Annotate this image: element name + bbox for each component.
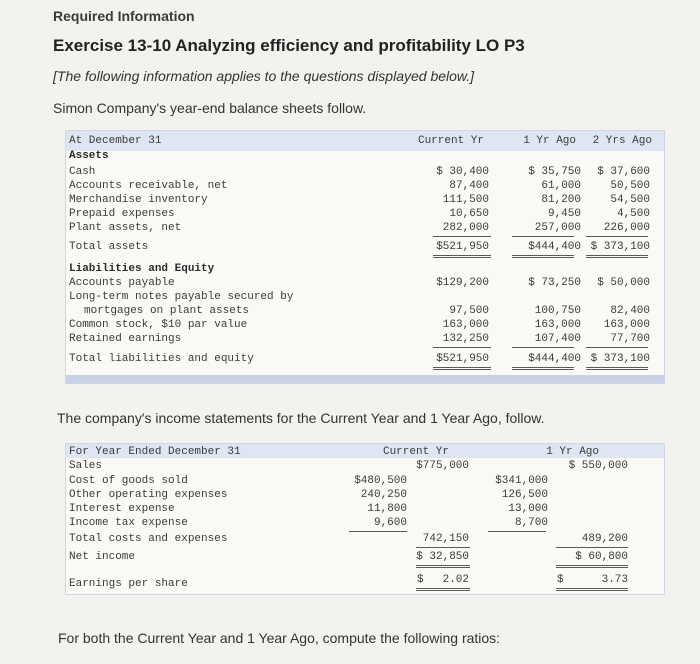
expense-current: 9,600	[373, 517, 407, 529]
col-header-1yr: 1 Yr Ago	[523, 135, 576, 147]
double-rule	[416, 567, 470, 568]
common-stock-label: Common stock, $10 par value	[69, 319, 248, 331]
long-term-notes-2yr: 82,400	[610, 305, 650, 317]
value-current: 111,500	[442, 194, 489, 206]
value-1yr: 61,000	[541, 180, 581, 192]
retained-earnings-label: Retained earnings	[69, 333, 182, 345]
total-costs-current: 742,150	[422, 533, 469, 545]
total-assets-1yr: $444,400	[528, 241, 581, 253]
double-rule	[556, 567, 628, 568]
value-1yr: 257,000	[534, 222, 581, 234]
expense-label: Income tax expense	[69, 517, 188, 529]
total-assets-label: Total assets	[69, 241, 149, 253]
net-income-current: $ 32,850	[416, 551, 469, 563]
expense-1yr: $341,000	[495, 475, 548, 487]
retained-earnings-1yr: 107,400	[534, 333, 581, 345]
common-stock-2yr: 163,000	[603, 319, 650, 331]
sales-1yr: $ 550,000	[568, 460, 628, 472]
row-label: Plant assets, net	[69, 222, 182, 234]
double-rule	[586, 257, 648, 258]
balance-sheet-intro: Simon Company's year-end balance sheets follow.	[53, 100, 367, 116]
is-col-header-1yr: 1 Yr Ago	[546, 446, 599, 458]
double-rule	[512, 257, 574, 258]
value-current: 282,000	[442, 222, 489, 234]
value-2yr: 54,500	[610, 194, 650, 206]
row-label: Prepaid expenses	[69, 208, 175, 220]
expense-1yr: 8,700	[514, 517, 548, 529]
subtotal-rule	[586, 347, 648, 348]
row-label: Cash	[69, 166, 96, 178]
subtotal-rule	[349, 531, 407, 532]
sales-label: Sales	[69, 460, 103, 472]
accounts-payable-current: $129,200	[436, 277, 489, 289]
is-column-label: For Year Ended December 31	[69, 446, 241, 458]
row-label: Merchandise inventory	[69, 194, 208, 206]
value-2yr: $ 37,600	[597, 166, 650, 178]
value-2yr: 226,000	[603, 222, 650, 234]
double-rule	[433, 367, 491, 368]
eps-dollar-current: $	[417, 574, 424, 586]
section-assets: Assets	[69, 150, 109, 162]
double-rule	[416, 565, 470, 566]
double-rule	[556, 590, 628, 591]
value-1yr: 81,200	[541, 194, 581, 206]
subtotal-rule	[512, 236, 574, 237]
double-rule	[433, 257, 491, 258]
expense-label: Interest expense	[69, 503, 175, 515]
double-rule	[416, 590, 470, 591]
col-header-2yr: 2 Yrs Ago	[592, 135, 652, 147]
long-term-notes-1yr: 100,750	[534, 305, 581, 317]
subtotal-rule	[416, 547, 470, 548]
eps-1yr: 3.73	[601, 574, 628, 586]
total-assets-2yr: $ 373,100	[590, 241, 650, 253]
total-le-2yr: $ 373,100	[590, 353, 650, 365]
accounts-payable-label: Accounts payable	[69, 277, 175, 289]
retained-earnings-2yr: 77,700	[610, 333, 650, 345]
is-col-header-current: Current Yr	[382, 446, 449, 458]
income-statement-intro: The company's income statements for the Current Year and 1 Year Ago, follow.	[57, 410, 545, 426]
subtotal-rule	[433, 347, 491, 348]
balance-sheet-footer-band	[66, 375, 664, 383]
eps-current: 2.02	[442, 574, 469, 586]
double-rule	[586, 367, 648, 368]
net-income-label: Net income	[69, 551, 136, 563]
common-stock-current: 163,000	[442, 319, 489, 331]
sales-current: $775,000	[416, 460, 469, 472]
net-income-1yr: $ 60,800	[575, 551, 628, 563]
value-1yr: $ 35,750	[528, 166, 581, 178]
double-rule	[433, 255, 491, 256]
income-statement-table	[65, 443, 665, 595]
total-assets-current: $521,950	[436, 241, 489, 253]
retained-earnings-current: 132,250	[442, 333, 489, 345]
value-2yr: 4,500	[616, 208, 650, 220]
value-1yr: 9,450	[547, 208, 581, 220]
total-le-1yr: $444,400	[528, 353, 581, 365]
subtotal-rule	[433, 236, 491, 237]
required-information-heading: Required Information	[53, 8, 195, 24]
expense-current: $480,500	[354, 475, 407, 487]
double-rule	[416, 588, 470, 589]
expense-label: Cost of goods sold	[69, 475, 188, 487]
total-costs-label: Total costs and expenses	[69, 533, 228, 545]
subtotal-rule	[586, 236, 648, 237]
ratios-instruction: For both the Current Year and 1 Year Ago, compute the following ratios:	[58, 630, 501, 646]
total-liabilities-equity-label: Total liabilities and equity	[69, 353, 254, 365]
section-liabilities-equity: Liabilities and Equity	[69, 263, 215, 275]
expense-label: Other operating expenses	[69, 489, 228, 501]
eps-label: Earnings per share	[69, 578, 188, 590]
double-rule	[556, 588, 628, 589]
balance-sheet-table	[65, 130, 665, 384]
double-rule	[586, 255, 648, 256]
double-rule	[512, 255, 574, 256]
total-costs-1yr: 489,200	[581, 533, 628, 545]
double-rule	[586, 369, 648, 370]
total-le-current: $521,950	[436, 353, 489, 365]
long-term-notes-label-1: Long-term notes payable secured by	[69, 291, 294, 303]
long-term-notes-current: 97,500	[449, 305, 489, 317]
value-2yr: 50,500	[610, 180, 650, 192]
double-rule	[512, 367, 574, 368]
eps-dollar-1yr: $	[557, 574, 564, 586]
expense-1yr: 126,500	[501, 489, 548, 501]
info-note: [The following information applies to the questions displayed below.]	[53, 68, 475, 84]
double-rule	[433, 369, 491, 370]
row-label: Accounts receivable, net	[69, 180, 228, 192]
expense-current: 240,250	[360, 489, 407, 501]
value-current: $ 30,400	[436, 166, 489, 178]
column-label: At December 31	[69, 135, 162, 147]
exercise-title: Exercise 13-10 Analyzing efficiency and profitability LO P3	[53, 36, 525, 55]
accounts-payable-1yr: $ 73,250	[528, 277, 581, 289]
subtotal-rule	[512, 347, 574, 348]
long-term-notes-label-2: mortgages on plant assets	[84, 305, 250, 317]
double-rule	[512, 369, 574, 370]
col-header-current: Current Yr	[417, 135, 484, 147]
accounts-payable-2yr: $ 50,000	[597, 277, 650, 289]
value-current: 87,400	[449, 180, 489, 192]
expense-current: 11,800	[367, 503, 407, 515]
double-rule	[556, 565, 628, 566]
common-stock-1yr: 163,000	[534, 319, 581, 331]
subtotal-rule	[556, 547, 628, 548]
expense-1yr: 13,000	[508, 503, 548, 515]
subtotal-rule	[488, 531, 546, 532]
value-current: 10,650	[449, 208, 489, 220]
